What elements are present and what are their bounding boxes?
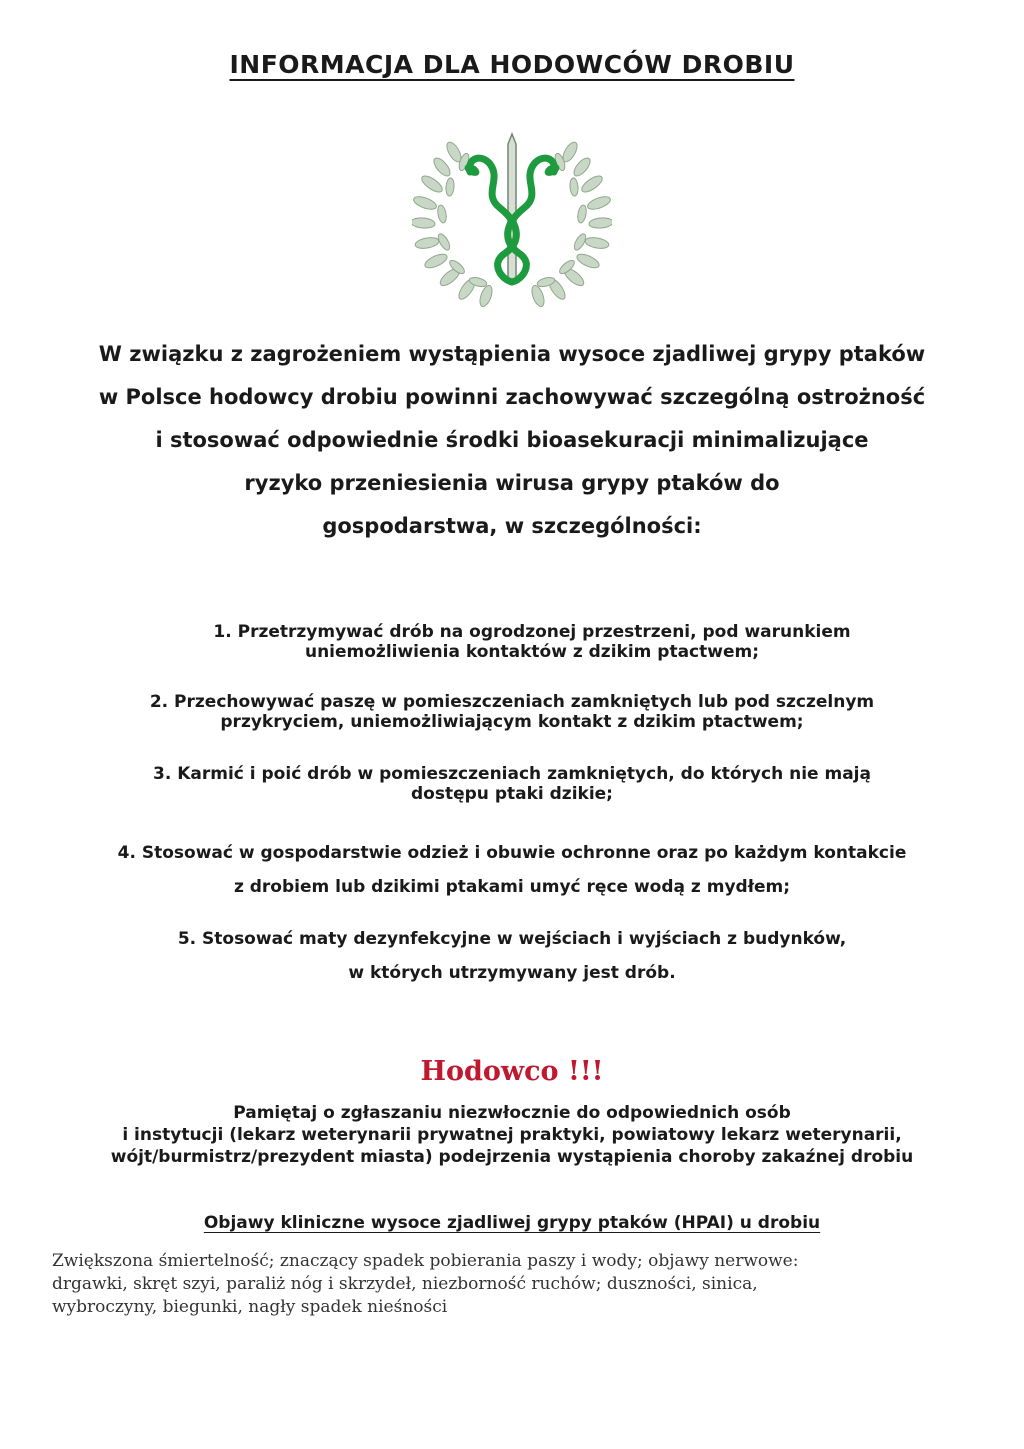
list-item-line: z drobiem lub dzikimi ptakami umyć ręce wodą z mydłem; <box>233 877 791 897</box>
list-item <box>0 836 1024 904</box>
list-item <box>0 764 1024 804</box>
list-item-line: 3. Karmić i poić drób w pomieszczeniach zamkniętych, do których nie mają <box>153 764 871 784</box>
intro-line: i stosować odpowiednie środki bioasekuracji minimalizujące <box>155 428 869 452</box>
symptoms-line: Zwiększona śmiertelność; znaczący spadek pobierania paszy i wody; objawy nerwowe: <box>52 1251 799 1271</box>
veterinary-emblem-icon <box>412 132 612 307</box>
intro-paragraph <box>0 333 1024 548</box>
recommendations-list <box>0 618 1024 998</box>
symptoms-line: drgawki, skręt szyi, paraliż nóg i skrzydeł, niezborność ruchów; duszności, sinica, <box>52 1274 758 1294</box>
notice-paragraph <box>0 1102 1024 1168</box>
intro-line: w Polsce hodowcy drobiu powinni zachowywać szczególną ostrożność <box>98 385 926 409</box>
notice-line: i instytucji (lekarz weterynarii prywatnej praktyki, powiatowy lekarz weterynarii, <box>122 1125 902 1145</box>
notice-line: wójt/burmistrz/prezydent miasta) podejrzenia wystąpienia choroby zakaźnej drobiu <box>110 1147 914 1167</box>
symptoms-paragraph <box>52 1250 967 1319</box>
list-item <box>0 922 1024 990</box>
symptoms-heading-text: Objawy kliniczne wysoce zjadliwej grypy ptaków (HPAI) u drobiu <box>203 1213 821 1233</box>
symptoms-line: wybroczyny, biegunki, nagły spadek nieśności <box>52 1297 448 1317</box>
list-item <box>0 692 1024 732</box>
document-title <box>0 50 1024 79</box>
list-item-line: 2. Przechowywać paszę w pomieszczeniach zamkniętych lub pod szczelnym <box>149 692 875 712</box>
intro-line: gospodarstwa, w szczególności: <box>322 514 702 538</box>
list-item-line: 1. Przetrzymywać drób na ogrodzonej przestrzeni, pod warunkiem <box>213 622 851 642</box>
intro-line: ryzyko przeniesienia wirusa grypy ptaków do <box>244 471 780 495</box>
intro-line: W związku z zagrożeniem wystąpienia wysoce zjadliwej grypy ptaków <box>98 342 926 366</box>
list-item-line: dostępu ptaki dzikie; <box>411 784 613 804</box>
list-item-line: uniemożliwienia kontaktów z dzikim ptactwem; <box>304 642 760 662</box>
list-item-line: 4. Stosować w gospodarstwie odzież i obuwie ochronne oraz po każdym kontakcie <box>117 843 907 863</box>
notice-line: Pamiętaj o zgłaszaniu niezwłocznie do odpowiednich osób <box>233 1103 791 1123</box>
list-item-line: 5. Stosować maty dezynfekcyjne w wejściach i wyjściach z budynków, <box>177 929 847 949</box>
document-title-text: INFORMACJA DLA HODOWCÓW DROBIU <box>229 50 795 79</box>
list-item <box>0 622 1024 662</box>
list-item-line: przykryciem, uniemożliwiającym kontakt z dzikim ptactwem; <box>220 712 804 732</box>
list-item-line: w których utrzymywany jest drób. <box>348 963 676 983</box>
hodowco-heading: Hodowco !!! <box>420 1056 604 1087</box>
symptoms-heading <box>0 1213 1024 1233</box>
